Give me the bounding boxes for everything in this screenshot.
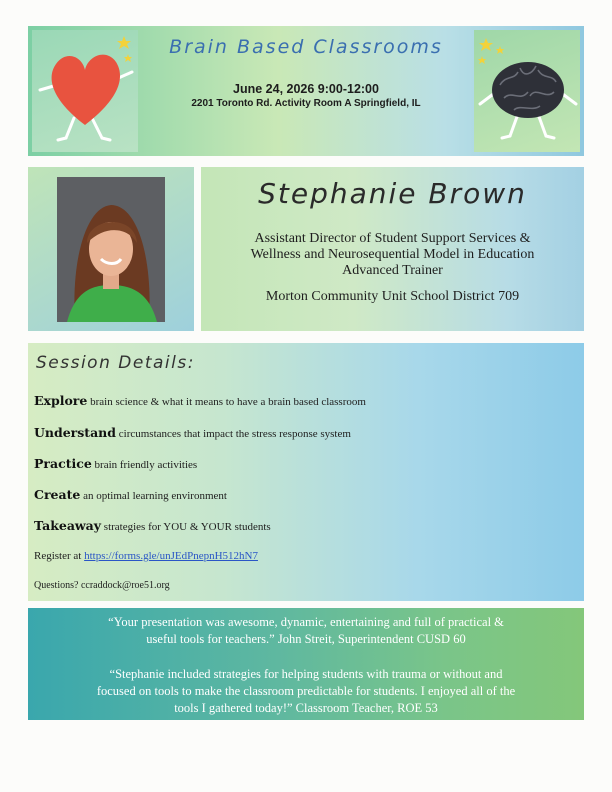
testimonial-quote bbox=[38, 666, 574, 717]
testimonials-panel bbox=[28, 608, 584, 720]
heart-icon bbox=[32, 30, 138, 152]
detail-text: brain science & what it means to have a brain based classroom bbox=[90, 396, 366, 408]
speaker-portrait bbox=[57, 177, 165, 322]
quote-line: “Stephanie included strategies for helping students with trauma or without and bbox=[109, 667, 503, 681]
detail-keyword: Explore bbox=[34, 393, 88, 408]
register-label: Register at bbox=[34, 550, 82, 562]
testimonial-quote bbox=[38, 614, 574, 648]
detail-text: strategies for YOU & YOUR students bbox=[103, 521, 271, 533]
session-detail-item bbox=[34, 518, 271, 533]
register-line bbox=[34, 550, 258, 562]
detail-keyword: Create bbox=[34, 487, 81, 502]
quote-line: tools I gathered today!” Classroom Teacher, ROE 53 bbox=[174, 701, 438, 715]
speaker-title-line: Assistant Director of Student Support Services & bbox=[254, 231, 531, 246]
session-detail-item bbox=[34, 487, 227, 502]
register-link[interactable]: https://forms.gle/unJEdPnepnH512hN7 bbox=[84, 550, 258, 562]
session-heading: Session Details: bbox=[36, 353, 195, 373]
quote-line: focused on tools to make the classroom predictable for students. I enjoyed all of the bbox=[96, 684, 516, 698]
brain-icon bbox=[474, 30, 580, 152]
detail-text: circumstances that impact the stress response system bbox=[118, 428, 351, 440]
event-location: 2201 Toronto Rd. Activity Room A Springfield, IL bbox=[191, 98, 421, 109]
detail-keyword: Takeaway bbox=[34, 518, 102, 533]
speaker-district: Morton Community Unit School District 709 bbox=[265, 289, 520, 304]
detail-text: an optimal learning environment bbox=[83, 490, 227, 502]
speaker-name: Stephanie Brown bbox=[258, 177, 527, 210]
session-details-panel bbox=[28, 343, 584, 601]
event-date-time: June 24, 2026 9:00-12:00 bbox=[233, 82, 379, 96]
detail-keyword: Understand bbox=[34, 425, 117, 440]
questions-contact: Questions? ccraddock@roe51.org bbox=[34, 580, 170, 591]
event-title: Brain Based Classrooms bbox=[169, 36, 443, 58]
speaker-info-panel bbox=[201, 167, 584, 331]
session-detail-item bbox=[34, 393, 366, 408]
detail-text: brain friendly activities bbox=[94, 459, 198, 471]
person-portrait-icon bbox=[57, 177, 165, 322]
detail-keyword: Practice bbox=[34, 456, 92, 471]
session-detail-item bbox=[34, 456, 197, 471]
speaker-title-line: Wellness and Neurosequential Model in Education bbox=[250, 247, 535, 262]
quote-line: useful tools for teachers.” John Streit, Superintendent CUSD 60 bbox=[146, 632, 466, 646]
speaker-photo-panel bbox=[28, 167, 194, 331]
speaker-title-line: Advanced Trainer bbox=[342, 263, 443, 278]
heart-character-illustration bbox=[32, 30, 138, 152]
event-header-banner bbox=[28, 26, 584, 156]
brain-character-illustration bbox=[474, 30, 580, 152]
quote-line: “Your presentation was awesome, dynamic, entertaining and full of practical & bbox=[108, 615, 504, 629]
session-detail-item bbox=[34, 425, 351, 440]
